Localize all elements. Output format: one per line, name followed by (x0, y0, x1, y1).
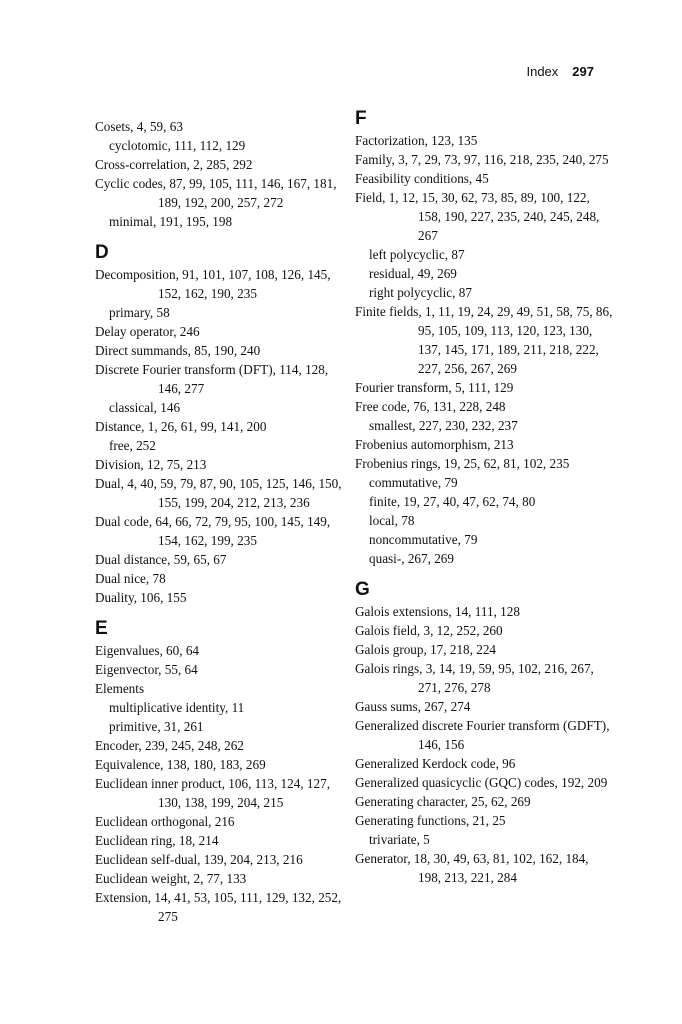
index-entry: Euclidean inner product, 106, 113, 124, 127, 130, 138, 199, 204, 215 (95, 776, 331, 810)
index-column-left (95, 117, 353, 926)
index-entry: Frobenius automorphism, 213 (355, 437, 514, 452)
index-entry: Generalized quasicyclic (GQC) codes, 192, 209 (355, 775, 608, 790)
index-entry: Cosets, 4, 59, 63 (95, 119, 183, 134)
index-subentry: primary, 58 (109, 305, 170, 320)
running-head-title: Index (526, 64, 559, 79)
index-entry: Euclidean orthogonal, 216 (95, 814, 235, 829)
index-entry: Generating functions, 21, 25 (355, 813, 506, 828)
index-entry: Eigenvalues, 60, 64 (95, 643, 200, 658)
index-entry: Extension, 14, 41, 53, 105, 111, 129, 132, 252, 275 (95, 890, 342, 924)
index-entry: Galois group, 17, 218, 224 (355, 642, 497, 657)
index-entry: Decomposition, 91, 101, 107, 108, 126, 145, 152, 162, 190, 235 (95, 267, 331, 301)
index-entry: Generating character, 25, 62, 269 (355, 794, 531, 809)
page-number: 297 (572, 64, 594, 79)
index-entry: Discrete Fourier transform (DFT), 114, 128, 146, 277 (95, 362, 329, 396)
index-entry: Delay operator, 246 (95, 324, 200, 339)
index-subentry: multiplicative identity, 11 (109, 700, 245, 715)
index-entry: Encoder, 239, 245, 248, 262 (95, 738, 244, 753)
index-entry: Cyclic codes, 87, 99, 105, 111, 146, 167, 181, 189, 192, 200, 257, 272 (95, 176, 337, 210)
index-entry: Field, 1, 12, 15, 30, 62, 73, 85, 89, 100, 122, 158, 190, 227, 235, 240, 245, 248, 267 (355, 190, 600, 243)
section-letter-f: F (355, 108, 367, 129)
section-letter-e: E (95, 618, 108, 639)
index-entry: Feasibility conditions, 45 (355, 171, 489, 186)
index-entry: Dual code, 64, 66, 72, 79, 95, 100, 145, 149, 154, 162, 199, 235 (95, 514, 331, 548)
index-entry: Factorization, 123, 135 (355, 133, 478, 148)
index-subentry: residual, 49, 269 (369, 266, 457, 281)
index-subentry: trivariate, 5 (369, 832, 430, 847)
index-entry: Division, 12, 75, 213 (95, 457, 207, 472)
index-entry: Galois extensions, 14, 111, 128 (355, 604, 520, 619)
index-subentry: local, 78 (369, 513, 415, 528)
index-entry: Elements (95, 681, 145, 696)
index-entry: Generalized discrete Fourier transform (GDFT), 146, 156 (355, 718, 610, 752)
index-entry: Family, 3, 7, 29, 73, 97, 116, 218, 235, 240, 275 (355, 152, 609, 167)
index-entry: Generator, 18, 30, 49, 63, 81, 102, 162, 184, 198, 213, 221, 284 (355, 851, 589, 885)
index-entry: Galois field, 3, 12, 252, 260 (355, 623, 503, 638)
index-subentry: cyclotomic, 111, 112, 129 (109, 138, 246, 153)
index-subentry: primitive, 31, 261 (109, 719, 204, 734)
index-subentry: commutative, 79 (369, 475, 458, 490)
index-entry: Galois rings, 3, 14, 19, 59, 95, 102, 216, 267, 271, 276, 278 (355, 661, 594, 695)
index-subentry: left polycyclic, 87 (369, 247, 465, 262)
index-column-right (355, 108, 613, 887)
index-subentry: quasi-, 267, 269 (369, 551, 454, 566)
section-letter-d: D (95, 242, 109, 263)
index-entry: Equivalence, 138, 180, 183, 269 (95, 757, 266, 772)
index-entry: Dual nice, 78 (95, 571, 166, 586)
index-entry: Duality, 106, 155 (95, 590, 187, 605)
index-subentry: noncommutative, 79 (369, 532, 478, 547)
index-subentry: smallest, 227, 230, 232, 237 (369, 418, 518, 433)
index-entry: Free code, 76, 131, 228, 248 (355, 399, 506, 414)
index-entry: Finite fields, 1, 11, 19, 24, 29, 49, 51, 58, 75, 86, 95, 105, 109, 113, 120, 123, 130, 137, 145, 171, 189, 211, 218, 222, 227, 256, 267, 269 (355, 304, 613, 376)
index-entry: Frobenius rings, 19, 25, 62, 81, 102, 235 (355, 456, 570, 471)
index-entry: Dual distance, 59, 65, 67 (95, 552, 227, 567)
index-entry: Gauss sums, 267, 274 (355, 699, 471, 714)
index-entry: Cross-correlation, 2, 285, 292 (95, 157, 253, 172)
index-subentry: free, 252 (109, 438, 156, 453)
index-subentry: classical, 146 (109, 400, 181, 415)
index-entry: Euclidean ring, 18, 214 (95, 833, 219, 848)
index-entry: Dual, 4, 40, 59, 79, 87, 90, 105, 125, 146, 150, 155, 199, 204, 212, 213, 236 (95, 476, 342, 510)
index-entry: Fourier transform, 5, 111, 129 (355, 380, 514, 395)
index-entry: Euclidean self-dual, 139, 204, 213, 216 (95, 852, 303, 867)
index-subentry: right polycyclic, 87 (369, 285, 472, 300)
index-entry: Distance, 1, 26, 61, 99, 141, 200 (95, 419, 267, 434)
index-entry: Euclidean weight, 2, 77, 133 (95, 871, 247, 886)
running-head (526, 64, 594, 79)
index-entry: Generalized Kerdock code, 96 (355, 756, 516, 771)
index-entry: Direct summands, 85, 190, 240 (95, 343, 261, 358)
index-entry: Eigenvector, 55, 64 (95, 662, 198, 677)
section-letter-g: G (355, 579, 370, 600)
index-subentry: finite, 19, 27, 40, 47, 62, 74, 80 (369, 494, 536, 509)
index-subentry: minimal, 191, 195, 198 (109, 214, 233, 229)
